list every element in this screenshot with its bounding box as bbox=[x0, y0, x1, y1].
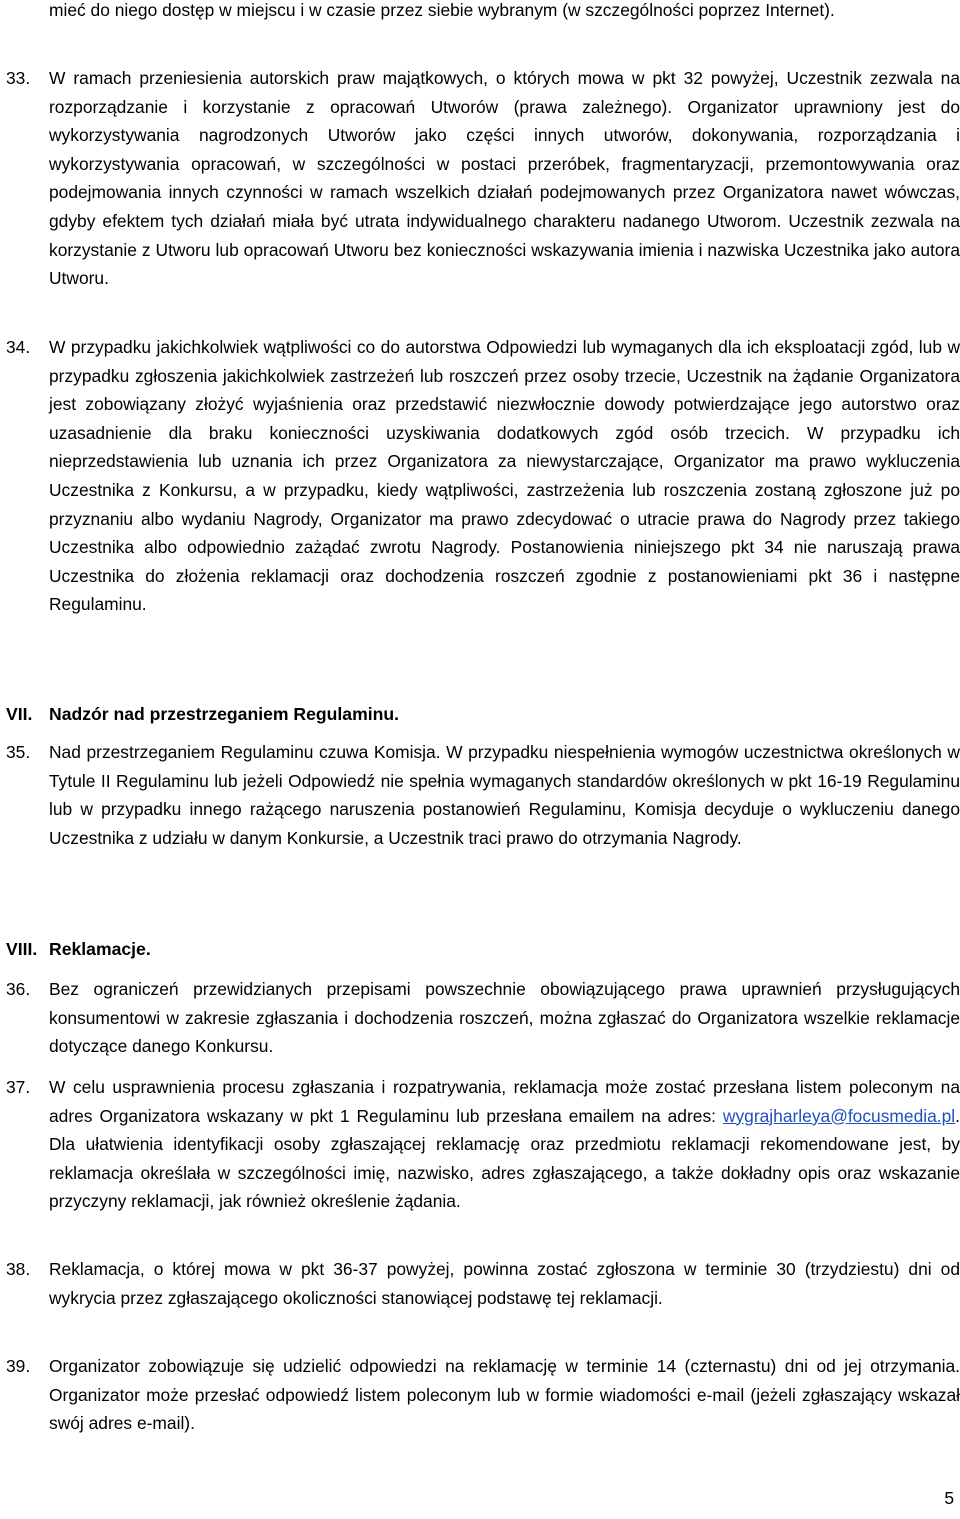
email-link[interactable]: wygrajharleya@focusmedia.pl bbox=[722, 1105, 956, 1126]
paragraph-text: Bez ograniczeń przewidzianych przepisami powszechnie obowiązującego prawa uprawnień przysługujących konsumentowi w zakresie zgłaszania i dochodzenia roszczeń, można zgłaszać do Organizatora wszelkie reklamacje dotyczące danego Konkursu. bbox=[49, 979, 960, 1057]
paragraph-35 bbox=[6, 738, 960, 852]
paragraph-text: W przypadku jakichkolwiek wątpliwości co do autorstwa Odpowiedzi lub wymaganych dla ich eksploatacji zgód, lub w przypadku zgłoszenia jakichkolwiek zastrzeżeń lub roszczeń przez osoby trzecie, Uczestnik na żądanie Organizatora jest zobowiązany złożyć wyjaśnienia oraz przedstawić niezwłocznie dowody potwierdzające jego autorstwo oraz uzasadnienie dla braku konieczności uzyskiwania dodatkowych zgód osób trzecich. W przypadku ich nieprzedstawienia lub uznania ich przez Organizatora za niewystarczające, Organizator ma prawo wykluczenia Uczestnika z Konkursu, a w przypadku, kiedy wątpliwości, zastrzeżenia lub roszczenia zostaną zgłoszone już po przyznaniu albo wydaniu Nagrody, Organizator ma prawo zdecydować o utracie prawa do Nagrody przez takiego Uczestnika albo odpowiednio zażądać zwrotu Nagrody. Postanowienia niniejszego pkt 34 nie naruszają prawa Uczestnika do złożenia reklamacji oraz dochodzenia roszczeń zgodnie z postanowieniami pkt 36 i następne Regulaminu. bbox=[49, 337, 960, 615]
paragraph-number: 39. bbox=[6, 1356, 31, 1376]
paragraph-number: 36. bbox=[6, 979, 31, 999]
paragraph-number: 34. bbox=[6, 337, 31, 357]
paragraph-text: Reklamacja, o której mowa w pkt 36-37 powyżej, powinna zostać zgłoszona w terminie 30 (trzydziestu) dni od wykrycia przez zgłaszającego okoliczności stanowiącej podstawę tej reklamacji. bbox=[49, 1259, 960, 1308]
paragraph-text: mieć do niego dostęp w miejscu i w czasie przez siebie wybranym (w szczególności poprzez Internet). bbox=[49, 0, 835, 20]
paragraph-37 bbox=[6, 1073, 960, 1216]
page-number: 5 bbox=[944, 1488, 954, 1508]
section-title: Nadzór nad przestrzeganiem Regulaminu. bbox=[49, 704, 399, 724]
paragraph-number: 33. bbox=[6, 68, 31, 88]
continuation-paragraph bbox=[6, 0, 960, 25]
paragraph-text bbox=[49, 1073, 960, 1216]
paragraph-33 bbox=[6, 64, 960, 293]
paragraph-number: 35. bbox=[6, 742, 31, 762]
paragraph-38 bbox=[6, 1255, 960, 1312]
section-number: VIII. bbox=[6, 939, 38, 959]
section-heading-vii bbox=[6, 700, 399, 728]
paragraph-text: Nad przestrzeganiem Regulaminu czuwa Komisja. W przypadku niespełnienia wymogów uczestnictwa określonych w Tytule II Regulaminu lub jeżeli Odpowiedź nie spełnia wymaganych standardów określonych w pkt 16-19 Regulaminu lub w przypadku innego rażącego naruszenia postanowień Regulaminu, Komisja decyduje o wykluczeniu danego Uczestnika z udziału w danym Konkursie, a Uczestnik traci prawo do otrzymania Nagrody. bbox=[49, 742, 960, 848]
text-after-email: . Dla ułatwienia identyfikacji osoby zgłaszającej reklamację oraz przedmiotu reklamacji rekomendowane jest, by reklamacja określała w szczególności imię, nazwisko, adres zgłaszającego, a także dokładny opis oraz wskazanie przyczyny reklamacji, jak również określenie żądania. bbox=[49, 1105, 960, 1212]
section-number: VII. bbox=[6, 704, 33, 724]
section-title: Reklamacje. bbox=[49, 939, 151, 959]
text-before-email: W celu usprawnienia procesu zgłaszania i rozpatrywania, reklamacja może zostać przesłana listem poleconym na adres Organizatora wskazany w pkt 1 Regulaminu lub przesłana emailem na adres: bbox=[49, 1077, 960, 1126]
paragraph-39 bbox=[6, 1352, 960, 1438]
paragraph-text: Organizator zobowiązuje się udzielić odpowiedzi na reklamację w terminie 14 (czternastu) dni od jej otrzymania. Organizator może przesłać odpowiedź listem poleconym lub w formie wiadomości e-mail (jeżeli zgłaszający wskazał swój adres e-mail). bbox=[49, 1356, 960, 1434]
paragraph-number: 37. bbox=[6, 1077, 31, 1097]
section-heading-viii bbox=[6, 935, 151, 963]
paragraph-text: W ramach przeniesienia autorskich praw majątkowych, o których mowa w pkt 32 powyżej, Uczestnik zezwala na rozporządzanie i korzystanie z opracowań Utworów (prawa zależnego). Organizator uprawniony jest do wykorzystywania nagrodzonych Utworów jako części innych utworów, dokonywania, rozporządzania i wykorzystywania opracowań, w szczególności w postaci przeróbek, fragmentaryzacji, przemontowywania oraz podejmowania innych czynności w ramach wszelkich działań podejmowanych przez Organizatora nawet wówczas, gdyby efektem tych działań miała być utrata indywidualnego charakteru nadanego Utworom. Uczestnik zezwala na korzystanie z Utworu lub opracowań Utworu bez konieczności wskazywania imienia i nazwiska Uczestnika jako autora Utworu. bbox=[49, 68, 960, 289]
paragraph-number: 38. bbox=[6, 1259, 31, 1279]
paragraph-36 bbox=[6, 975, 960, 1061]
paragraph-34 bbox=[6, 333, 960, 619]
